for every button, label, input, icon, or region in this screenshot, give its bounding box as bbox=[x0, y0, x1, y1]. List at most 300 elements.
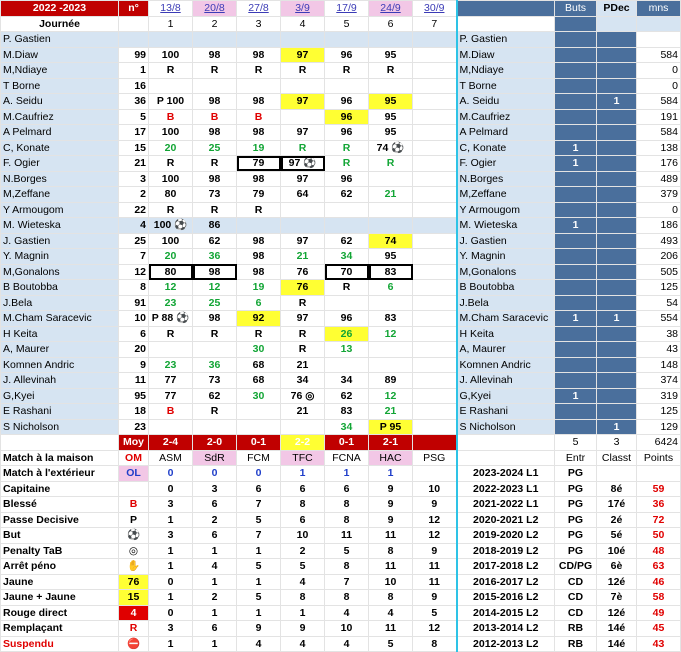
stat-cell: 7 bbox=[237, 528, 281, 544]
match-cell[interactable]: 92 bbox=[237, 311, 281, 327]
minutes-cell: 125 bbox=[637, 404, 681, 420]
match-cell[interactable]: 80 bbox=[149, 264, 193, 280]
match-cell[interactable]: 21 bbox=[369, 404, 413, 420]
legend-value: OM bbox=[119, 450, 149, 466]
match-cell[interactable]: R bbox=[369, 63, 413, 79]
match-cell[interactable] bbox=[413, 109, 457, 125]
match-cell[interactable]: 20 bbox=[149, 140, 193, 156]
assists-cell bbox=[597, 125, 637, 141]
match-cell[interactable]: 98 bbox=[237, 249, 281, 265]
match-cell[interactable] bbox=[369, 357, 413, 373]
match-cell[interactable] bbox=[369, 342, 413, 358]
match-cell[interactable] bbox=[413, 156, 457, 172]
player-name[interactable]: Y. Magnin bbox=[1, 249, 119, 265]
player-name[interactable]: M.Diaw bbox=[1, 47, 119, 63]
match-cell[interactable] bbox=[149, 419, 193, 435]
player-number: 4 bbox=[119, 218, 149, 234]
stat-cell: 10 bbox=[413, 481, 457, 497]
match-cell[interactable] bbox=[413, 388, 457, 404]
match-cell[interactable]: 83 bbox=[369, 311, 413, 327]
match-cell[interactable] bbox=[193, 419, 237, 435]
match-cell[interactable]: 12 bbox=[149, 280, 193, 296]
match-cell[interactable]: 62 bbox=[325, 388, 369, 404]
match-cell[interactable]: 86 bbox=[193, 218, 237, 234]
match-cell[interactable]: 68 bbox=[237, 373, 281, 389]
points-cell: 59 bbox=[637, 481, 681, 497]
match-cell[interactable]: 74 ⚽ bbox=[369, 140, 413, 156]
match-cell[interactable] bbox=[149, 78, 193, 94]
match-cell[interactable] bbox=[369, 202, 413, 218]
match-cell[interactable]: 98 bbox=[193, 171, 237, 187]
match-cell[interactable]: 98 bbox=[193, 94, 237, 110]
player-name[interactable]: F. Ogier bbox=[1, 156, 119, 172]
match-cell[interactable] bbox=[237, 218, 281, 234]
points-cell: 72 bbox=[637, 512, 681, 528]
match-cell[interactable]: 76 bbox=[281, 280, 325, 296]
stat-cell: 4 bbox=[193, 559, 237, 575]
goals-cell bbox=[555, 404, 597, 420]
match-cell[interactable] bbox=[281, 419, 325, 435]
match-cell[interactable]: B bbox=[193, 109, 237, 125]
match-cell[interactable] bbox=[237, 78, 281, 94]
stat-cell: 9 bbox=[369, 497, 413, 513]
match-cell[interactable]: 98 bbox=[237, 125, 281, 141]
match-cell[interactable]: 12 bbox=[369, 388, 413, 404]
match-cell[interactable] bbox=[369, 171, 413, 187]
match-cell[interactable]: 30 bbox=[237, 342, 281, 358]
match-cell[interactable]: R bbox=[281, 295, 325, 311]
match-cell[interactable]: 97 bbox=[281, 47, 325, 63]
stat-cell: 10 bbox=[281, 528, 325, 544]
player-name-right: H Keita bbox=[457, 326, 555, 342]
match-cell[interactable]: R bbox=[325, 280, 369, 296]
match-cell[interactable] bbox=[413, 202, 457, 218]
stat-cell: 1 bbox=[281, 466, 325, 482]
player-row bbox=[1, 311, 681, 327]
date-header[interactable]: 27/8 bbox=[237, 1, 281, 17]
date-header[interactable]: 20/8 bbox=[193, 1, 237, 17]
match-cell[interactable]: 13 bbox=[325, 342, 369, 358]
player-name[interactable]: J.Bela bbox=[1, 295, 119, 311]
match-cell[interactable]: 98 bbox=[193, 311, 237, 327]
match-cell[interactable]: 6 bbox=[237, 295, 281, 311]
player-number: 18 bbox=[119, 404, 149, 420]
journee-number: 2 bbox=[193, 16, 237, 32]
match-cell[interactable]: R bbox=[325, 156, 369, 172]
match-cell[interactable] bbox=[325, 295, 369, 311]
match-cell[interactable]: 97 bbox=[281, 233, 325, 249]
match-cell[interactable] bbox=[413, 125, 457, 141]
player-name[interactable]: E Rashani bbox=[1, 404, 119, 420]
player-name[interactable]: J. Allevinah bbox=[1, 373, 119, 389]
match-cell[interactable]: 23 bbox=[149, 357, 193, 373]
minutes-cell: 129 bbox=[637, 419, 681, 435]
goals-cell bbox=[555, 32, 597, 48]
stat-cell bbox=[413, 466, 457, 482]
match-cell[interactable]: 76 ◎ bbox=[281, 388, 325, 404]
match-cell[interactable] bbox=[413, 249, 457, 265]
match-cell[interactable] bbox=[413, 264, 457, 280]
match-cell[interactable]: 34 bbox=[325, 249, 369, 265]
match-cell[interactable]: 83 bbox=[325, 404, 369, 420]
match-cell[interactable]: 97 ⚽ bbox=[281, 156, 325, 172]
match-cell[interactable]: P 95 bbox=[369, 419, 413, 435]
stat-cell: 4 bbox=[325, 605, 369, 621]
player-name[interactable]: M,Ndiaye bbox=[1, 63, 119, 79]
player-row bbox=[1, 295, 681, 311]
match-cell[interactable] bbox=[281, 202, 325, 218]
match-cell[interactable]: 76 bbox=[281, 264, 325, 280]
match-cell[interactable] bbox=[369, 32, 413, 48]
match-cell[interactable]: 100 bbox=[149, 233, 193, 249]
score-cell: 2-0 bbox=[193, 435, 237, 451]
player-name[interactable]: A. Seidu bbox=[1, 94, 119, 110]
legend-history-row bbox=[1, 574, 681, 590]
match-cell[interactable]: R bbox=[237, 326, 281, 342]
match-cell[interactable]: R bbox=[193, 156, 237, 172]
match-cell[interactable]: 62 bbox=[193, 388, 237, 404]
match-cell[interactable]: B bbox=[149, 109, 193, 125]
stat-cell: 1 bbox=[193, 574, 237, 590]
match-cell[interactable] bbox=[413, 63, 457, 79]
match-cell[interactable]: 98 bbox=[193, 47, 237, 63]
player-name[interactable]: M. Wieteska bbox=[1, 218, 119, 234]
match-cell[interactable]: 100 bbox=[149, 125, 193, 141]
match-cell[interactable] bbox=[413, 218, 457, 234]
match-cell[interactable]: 79 bbox=[237, 187, 281, 203]
match-cell[interactable]: 21 bbox=[369, 187, 413, 203]
opponent-cell[interactable]: PSG bbox=[413, 450, 457, 466]
match-cell[interactable]: 34 bbox=[281, 373, 325, 389]
stat-cell: 8 bbox=[281, 590, 325, 606]
stat-cell: 5 bbox=[237, 559, 281, 575]
match-cell[interactable]: 98 bbox=[237, 233, 281, 249]
goals-cell bbox=[555, 249, 597, 265]
match-cell[interactable]: B bbox=[237, 109, 281, 125]
player-name-right: Komnen Andric bbox=[457, 357, 555, 373]
match-cell[interactable]: 79 bbox=[237, 156, 281, 172]
match-cell[interactable]: 95 bbox=[369, 47, 413, 63]
player-name[interactable]: N.Borges bbox=[1, 171, 119, 187]
player-name[interactable]: M,Zeffane bbox=[1, 187, 119, 203]
match-cell[interactable]: R bbox=[193, 326, 237, 342]
match-cell[interactable] bbox=[325, 32, 369, 48]
match-cell[interactable]: 95 bbox=[369, 94, 413, 110]
player-name-right: M,Zeffane bbox=[457, 187, 555, 203]
rank-cell: 12é bbox=[597, 605, 637, 621]
match-cell[interactable]: 98 bbox=[237, 47, 281, 63]
player-name-right: M,Ndiaye bbox=[457, 63, 555, 79]
season-cell: 2018-2019 L2 bbox=[457, 543, 555, 559]
journee-number: 1 bbox=[149, 16, 193, 32]
match-cell[interactable] bbox=[413, 187, 457, 203]
opponent-cell[interactable]: FCM bbox=[237, 450, 281, 466]
match-cell[interactable] bbox=[149, 32, 193, 48]
match-cell[interactable]: 97 bbox=[281, 311, 325, 327]
goals-cell: 1 bbox=[555, 156, 597, 172]
match-cell[interactable]: R bbox=[149, 202, 193, 218]
match-cell[interactable]: 19 bbox=[237, 280, 281, 296]
match-cell[interactable] bbox=[413, 357, 457, 373]
player-name[interactable]: M.Cham Saracevic bbox=[1, 311, 119, 327]
player-name[interactable]: S Nicholson bbox=[1, 419, 119, 435]
match-cell[interactable] bbox=[413, 342, 457, 358]
goals-cell: 1 bbox=[555, 388, 597, 404]
match-cell[interactable] bbox=[237, 32, 281, 48]
match-cell[interactable]: 64 bbox=[281, 187, 325, 203]
match-cell[interactable]: 6 bbox=[369, 280, 413, 296]
match-cell[interactable]: 62 bbox=[325, 233, 369, 249]
journee-number: 4 bbox=[281, 16, 325, 32]
player-name[interactable]: J. Gastien bbox=[1, 233, 119, 249]
match-cell[interactable]: 97 bbox=[281, 125, 325, 141]
match-cell[interactable]: R bbox=[281, 326, 325, 342]
match-cell[interactable]: R bbox=[369, 156, 413, 172]
player-row bbox=[1, 125, 681, 141]
assists-cell bbox=[597, 357, 637, 373]
player-name[interactable]: H Keita bbox=[1, 326, 119, 342]
match-cell[interactable]: R bbox=[281, 342, 325, 358]
match-cell[interactable] bbox=[413, 404, 457, 420]
match-cell[interactable] bbox=[413, 280, 457, 296]
match-cell[interactable]: 95 bbox=[369, 125, 413, 141]
match-cell[interactable]: 77 bbox=[149, 388, 193, 404]
goals-cell: 1 bbox=[555, 218, 597, 234]
match-cell[interactable]: 62 bbox=[325, 187, 369, 203]
season-cell: 2014-2015 L2 bbox=[457, 605, 555, 621]
match-cell[interactable] bbox=[413, 140, 457, 156]
match-cell[interactable] bbox=[413, 78, 457, 94]
date-header[interactable]: 24/9 bbox=[369, 1, 413, 17]
match-cell[interactable]: 80 bbox=[149, 187, 193, 203]
match-cell[interactable]: 98 bbox=[237, 171, 281, 187]
match-cell[interactable]: 21 bbox=[281, 357, 325, 373]
player-number: 20 bbox=[119, 342, 149, 358]
match-cell[interactable]: 96 bbox=[325, 125, 369, 141]
match-cell[interactable] bbox=[281, 78, 325, 94]
match-cell[interactable]: P 88 ⚽ bbox=[149, 311, 193, 327]
assists-cell bbox=[597, 140, 637, 156]
match-cell[interactable]: 96 bbox=[325, 171, 369, 187]
match-cell[interactable] bbox=[413, 94, 457, 110]
match-cell[interactable]: R bbox=[149, 326, 193, 342]
match-cell[interactable] bbox=[369, 78, 413, 94]
match-cell[interactable]: R bbox=[325, 63, 369, 79]
player-name[interactable]: A Pelmard bbox=[1, 125, 119, 141]
goals-total: 5 bbox=[555, 435, 597, 451]
match-cell[interactable] bbox=[369, 218, 413, 234]
match-cell[interactable]: 26 bbox=[325, 326, 369, 342]
match-cell[interactable]: R bbox=[237, 63, 281, 79]
player-name[interactable]: Y Armougom bbox=[1, 202, 119, 218]
match-cell[interactable]: 95 bbox=[369, 109, 413, 125]
match-cell[interactable]: 97 bbox=[281, 94, 325, 110]
player-name[interactable]: P. Gastien bbox=[1, 32, 119, 48]
match-cell[interactable]: 62 bbox=[193, 233, 237, 249]
match-cell[interactable]: 34 bbox=[325, 419, 369, 435]
opponent-cell[interactable]: TFC bbox=[281, 450, 325, 466]
opponent-cell[interactable]: ASM bbox=[149, 450, 193, 466]
match-cell[interactable]: 96 bbox=[325, 94, 369, 110]
match-cell[interactable] bbox=[325, 357, 369, 373]
match-cell[interactable]: R bbox=[149, 63, 193, 79]
match-cell[interactable]: 20 bbox=[149, 249, 193, 265]
match-cell[interactable] bbox=[237, 404, 281, 420]
match-cell[interactable]: 36 bbox=[193, 249, 237, 265]
right-blank bbox=[457, 1, 555, 17]
player-number: 6 bbox=[119, 326, 149, 342]
player-row bbox=[1, 218, 681, 234]
match-cell[interactable] bbox=[413, 233, 457, 249]
score-cell: 0-1 bbox=[325, 435, 369, 451]
match-cell[interactable]: 98 bbox=[193, 125, 237, 141]
journee-number: 3 bbox=[237, 16, 281, 32]
date-header[interactable]: 13/8 bbox=[149, 1, 193, 17]
match-cell[interactable]: 77 bbox=[149, 373, 193, 389]
match-cell[interactable] bbox=[237, 419, 281, 435]
match-cell[interactable]: 36 bbox=[193, 357, 237, 373]
player-name[interactable]: T Borne bbox=[1, 78, 119, 94]
player-number: 23 bbox=[119, 419, 149, 435]
match-cell[interactable]: R bbox=[193, 202, 237, 218]
match-cell[interactable]: 74 bbox=[369, 233, 413, 249]
match-cell[interactable] bbox=[149, 342, 193, 358]
match-cell[interactable] bbox=[193, 32, 237, 48]
match-cell[interactable]: 95 bbox=[369, 249, 413, 265]
match-cell[interactable]: 25 bbox=[193, 295, 237, 311]
match-cell[interactable] bbox=[281, 109, 325, 125]
match-cell[interactable]: 73 bbox=[193, 187, 237, 203]
minutes-cell: 38 bbox=[637, 326, 681, 342]
opponent-cell[interactable]: SdR bbox=[193, 450, 237, 466]
match-cell[interactable]: 98 bbox=[193, 264, 237, 280]
player-row bbox=[1, 388, 681, 404]
player-name[interactable]: B Boutobba bbox=[1, 280, 119, 296]
match-cell[interactable]: 73 bbox=[193, 373, 237, 389]
match-cell[interactable]: 96 bbox=[325, 311, 369, 327]
match-cell[interactable]: R bbox=[281, 63, 325, 79]
match-cell[interactable]: R bbox=[325, 140, 369, 156]
stat-cell: 9 bbox=[413, 590, 457, 606]
player-number: 7 bbox=[119, 249, 149, 265]
match-cell[interactable]: 12 bbox=[193, 280, 237, 296]
blank bbox=[1, 435, 119, 451]
player-name[interactable]: G,Kyei bbox=[1, 388, 119, 404]
match-cell[interactable] bbox=[413, 32, 457, 48]
match-cell[interactable]: 89 bbox=[369, 373, 413, 389]
match-cell[interactable] bbox=[413, 47, 457, 63]
match-cell[interactable] bbox=[193, 342, 237, 358]
match-cell[interactable] bbox=[413, 326, 457, 342]
match-cell[interactable] bbox=[193, 78, 237, 94]
match-cell[interactable] bbox=[413, 295, 457, 311]
minutes-cell: 584 bbox=[637, 94, 681, 110]
match-cell[interactable]: 21 bbox=[281, 404, 325, 420]
match-cell[interactable]: 100 ⚽ bbox=[149, 218, 193, 234]
player-name[interactable]: M,Gonalons bbox=[1, 264, 119, 280]
match-cell[interactable]: 23 bbox=[149, 295, 193, 311]
match-cell[interactable]: R bbox=[281, 140, 325, 156]
match-cell[interactable]: 70 bbox=[325, 264, 369, 280]
match-cell[interactable]: 96 bbox=[325, 47, 369, 63]
match-cell[interactable] bbox=[413, 373, 457, 389]
match-cell[interactable]: 21 bbox=[281, 249, 325, 265]
match-cell[interactable]: 68 bbox=[237, 357, 281, 373]
match-cell[interactable] bbox=[281, 218, 325, 234]
match-cell[interactable]: 83 bbox=[369, 264, 413, 280]
goals-cell bbox=[555, 78, 597, 94]
match-cell[interactable]: 25 bbox=[193, 140, 237, 156]
match-cell[interactable]: R bbox=[193, 63, 237, 79]
match-cell[interactable]: R bbox=[149, 156, 193, 172]
match-cell[interactable] bbox=[413, 311, 457, 327]
stat-cell: 8 bbox=[369, 543, 413, 559]
score-cell: 0-1 bbox=[237, 435, 281, 451]
match-cell[interactable]: 34 bbox=[325, 373, 369, 389]
match-cell[interactable]: 19 bbox=[237, 140, 281, 156]
match-cell[interactable] bbox=[413, 419, 457, 435]
player-name-right: M.Diaw bbox=[457, 47, 555, 63]
opponent-cell[interactable]: HAC bbox=[369, 450, 413, 466]
match-cell[interactable] bbox=[281, 32, 325, 48]
assists-cell bbox=[597, 249, 637, 265]
season-cell: 2013-2014 L2 bbox=[457, 621, 555, 637]
player-name[interactable]: M.Caufriez bbox=[1, 109, 119, 125]
match-cell[interactable] bbox=[325, 78, 369, 94]
stat-cell: 9 bbox=[369, 481, 413, 497]
match-cell[interactable]: B bbox=[149, 404, 193, 420]
match-cell[interactable]: 98 bbox=[237, 94, 281, 110]
assists-cell: 1 bbox=[597, 311, 637, 327]
date-header[interactable]: 17/9 bbox=[325, 1, 369, 17]
stat-cell: 1 bbox=[193, 543, 237, 559]
match-cell[interactable] bbox=[369, 295, 413, 311]
match-cell[interactable]: 12 bbox=[369, 326, 413, 342]
player-number: 12 bbox=[119, 264, 149, 280]
match-cell[interactable]: 97 bbox=[281, 171, 325, 187]
player-name[interactable]: A, Maurer bbox=[1, 342, 119, 358]
match-cell[interactable]: R bbox=[193, 404, 237, 420]
player-row bbox=[1, 94, 681, 110]
match-cell[interactable]: P 100 bbox=[149, 94, 193, 110]
assists-cell bbox=[597, 47, 637, 63]
stat-cell: 6 bbox=[193, 528, 237, 544]
stat-cell: 3 bbox=[149, 621, 193, 637]
match-cell[interactable]: R bbox=[237, 202, 281, 218]
date-header[interactable]: 30/9 bbox=[413, 1, 457, 17]
player-name[interactable]: Komnen Andric bbox=[1, 357, 119, 373]
player-name[interactable]: C, Konate bbox=[1, 140, 119, 156]
minutes-cell: 505 bbox=[637, 264, 681, 280]
stat-cell: 1 bbox=[149, 590, 193, 606]
match-cell[interactable]: 30 bbox=[237, 388, 281, 404]
match-cell[interactable] bbox=[325, 202, 369, 218]
minutes-cell: 125 bbox=[637, 280, 681, 296]
opponent-cell[interactable]: FCNA bbox=[325, 450, 369, 466]
header-row-dates bbox=[1, 1, 681, 17]
match-cell[interactable] bbox=[413, 171, 457, 187]
goals-cell bbox=[555, 233, 597, 249]
rank-cell: 12é bbox=[597, 574, 637, 590]
stat-cell: 11 bbox=[369, 621, 413, 637]
match-cell[interactable]: 96 bbox=[325, 109, 369, 125]
match-cell[interactable]: 100 bbox=[149, 171, 193, 187]
match-cell[interactable]: 98 bbox=[237, 264, 281, 280]
date-header[interactable]: 3/9 bbox=[281, 1, 325, 17]
player-number: 1 bbox=[119, 63, 149, 79]
match-cell[interactable] bbox=[325, 218, 369, 234]
match-cell[interactable]: 100 bbox=[149, 47, 193, 63]
